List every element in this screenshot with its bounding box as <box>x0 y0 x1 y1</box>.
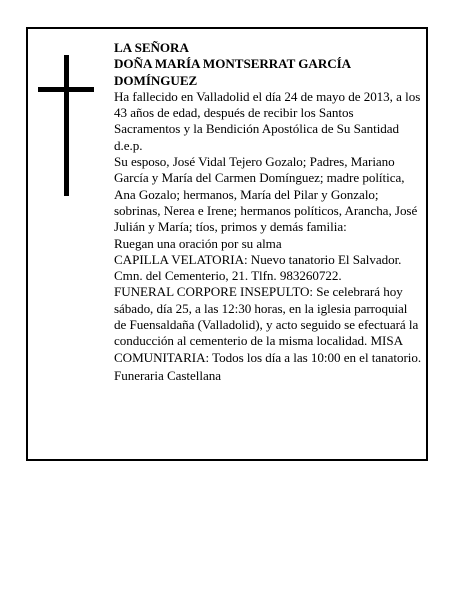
death-announcement: Ha fallecido en Valladolid el día 24 de mayo de 2013, a los 43 años de edad, después de recibir los Santos Sacramentos y la Bendición Apostólica de Su Santidad <box>114 88 421 137</box>
deceased-title: LA SEÑORA <box>114 40 189 55</box>
cross-horizontal-bar <box>38 87 94 92</box>
cross-vertical-bar <box>64 55 69 196</box>
deceased-name: DOÑA MARÍA MONTSERRAT GARCÍA DOMÍNGUEZ <box>114 56 351 88</box>
latin-cross-icon <box>38 55 94 196</box>
funeral-info: FUNERAL CORPORE INSEPULTO: Se celebrará hoy sábado, día 25, a las 12:30 horas, en la iglesia parroquial de Fuensaldaña (Valladolid), y acto seguido se efectuará la conducción al cementerio de la misma localidad. MISA COMUNITARIA: Todos los día a las 10:00 en el tanatorio. <box>114 284 422 365</box>
rest-in-peace: d.e.p. <box>114 137 143 153</box>
obituary-text <box>114 40 422 384</box>
prayer-request: Ruegan una oración por su alma <box>114 235 282 251</box>
family-members: Su esposo, José Vidal Tejero Gozalo; Padres, Mariano García y María del Carmen Domínguez; madre política, Ana Gozalo; hermanos, María del Pilar y Gonzalo; sobrinas, Nerea e Irene; hermanos políticos, Arancha, José Julián y María; tíos, primos y demás familia: <box>114 154 418 235</box>
chapel-info: CAPILLA VELATORIA: Nuevo tanatorio El Salvador. Cmn. del Cementerio, 21. Tlfn. 983260722. <box>114 251 402 284</box>
funeral-home: Funeraria Castellana <box>114 367 221 383</box>
